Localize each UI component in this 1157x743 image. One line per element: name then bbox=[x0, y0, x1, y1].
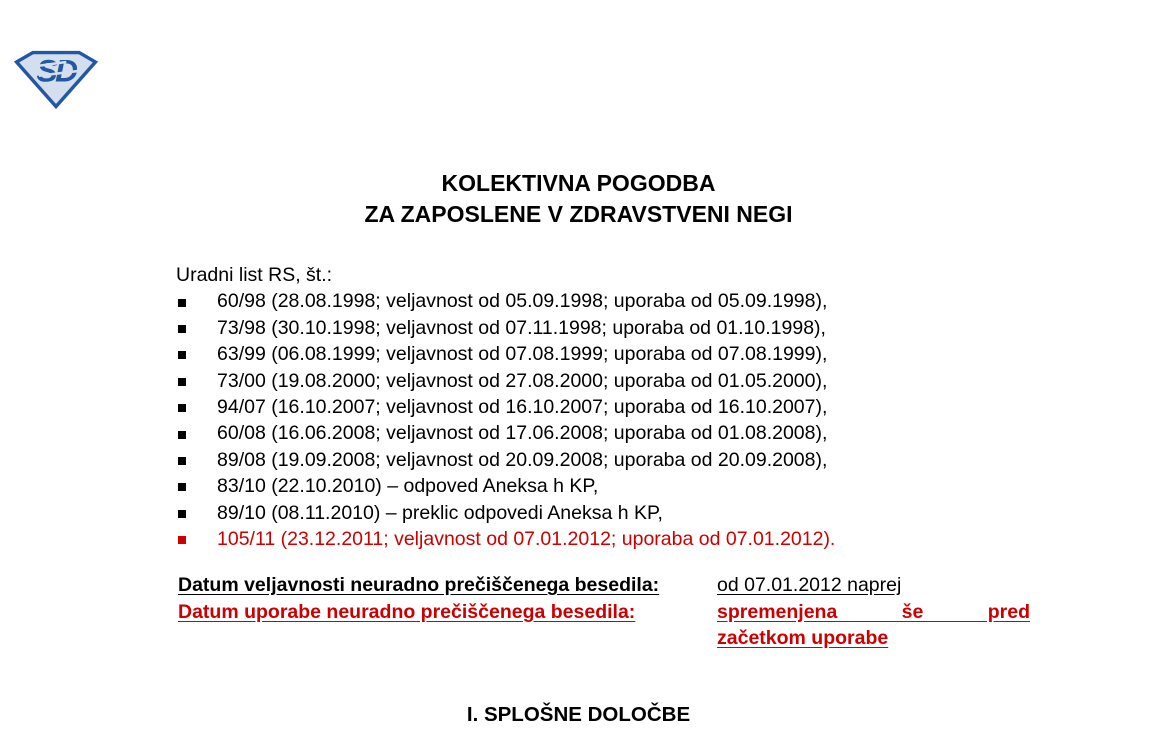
gazette-item bbox=[176, 447, 966, 473]
gazette-item bbox=[176, 341, 966, 367]
gazette-item-text: 89/08 (19.09.2008; veljavnost od 20.09.2008; uporaba od 20.09.2008), bbox=[217, 448, 828, 471]
gazette-item-text: 73/00 (19.08.2000; veljavnost od 27.08.2000; uporaba od 01.05.2000), bbox=[217, 369, 828, 392]
document-title bbox=[0, 168, 1157, 230]
gazette-section bbox=[176, 262, 966, 552]
gazette-item-text: 105/11 (23.12.2011; veljavnost od 07.01.2012; uporaba od 07.01.2012). bbox=[217, 528, 836, 551]
square-bullet-icon bbox=[178, 351, 186, 359]
gazette-item bbox=[176, 368, 966, 394]
gazette-item-text: 73/98 (30.10.1998; veljavnost od 07.11.1998; uporaba od 01.10.1998), bbox=[217, 316, 826, 339]
svg-text:SD: SD bbox=[36, 52, 76, 89]
square-bullet-icon bbox=[178, 431, 186, 439]
square-bullet-icon bbox=[178, 457, 186, 465]
usage-date-label: Datum uporabe neuradno prečiščenega besedila: bbox=[178, 600, 636, 623]
section-heading: I. SPLOŠNE DOLOČBE bbox=[466, 703, 691, 726]
square-bullet-icon bbox=[178, 325, 186, 333]
square-bullet-icon bbox=[178, 378, 186, 386]
gazette-list bbox=[176, 288, 966, 552]
usage-date-value-line1: spremenjena še pred bbox=[717, 600, 1030, 623]
gazette-item bbox=[176, 420, 966, 446]
gazette-item-text: 63/99 (06.08.1999; veljavnost od 07.08.1999; uporaba od 07.08.1999), bbox=[217, 343, 828, 366]
usage-date-value-line2: začetkom uporabe bbox=[717, 627, 889, 650]
gazette-item-text: 83/10 (22.10.2010) – odpoved Aneksa h KP, bbox=[217, 475, 599, 498]
gazette-item bbox=[176, 315, 966, 341]
square-bullet-icon bbox=[178, 299, 186, 307]
validity-table bbox=[178, 572, 1030, 652]
document-title-line2: ZA ZAPOSLENE V ZDRAVSTVENI NEGI bbox=[364, 201, 793, 227]
validity-date-label: Datum veljavnosti neuradno prečiščenega besedila: bbox=[178, 574, 660, 596]
sd-union-logo bbox=[13, 50, 99, 110]
usage-date-value bbox=[717, 599, 1030, 652]
gazette-item bbox=[176, 394, 966, 420]
sd-diamond-logo-icon bbox=[13, 50, 99, 110]
square-bullet-icon bbox=[178, 483, 186, 491]
gazette-item bbox=[176, 288, 966, 314]
validity-date-value: od 07.01.2012 naprej bbox=[717, 574, 902, 596]
square-bullet-icon bbox=[178, 536, 186, 544]
gazette-item-text: 60/08 (16.06.2008; veljavnost od 17.06.2008; uporaba od 01.08.2008), bbox=[217, 422, 828, 445]
square-bullet-icon bbox=[178, 404, 186, 412]
gazette-intro: Uradni list RS, št.: bbox=[176, 264, 333, 286]
gazette-item-text: 94/07 (16.10.2007; veljavnost od 16.10.2007; uporaba od 16.10.2007), bbox=[217, 396, 828, 419]
gazette-item-text: 89/10 (08.11.2010) – preklic odpovedi Aneksa h KP, bbox=[217, 501, 663, 524]
gazette-item-highlighted bbox=[176, 526, 966, 552]
gazette-item bbox=[176, 500, 966, 526]
square-bullet-icon bbox=[178, 510, 186, 518]
gazette-item-text: 60/98 (28.08.1998; veljavnost od 05.09.1998; uporaba od 05.09.1998), bbox=[217, 290, 828, 313]
document-title-line1: KOLEKTIVNA POGODBA bbox=[441, 170, 716, 196]
gazette-item bbox=[176, 473, 966, 499]
